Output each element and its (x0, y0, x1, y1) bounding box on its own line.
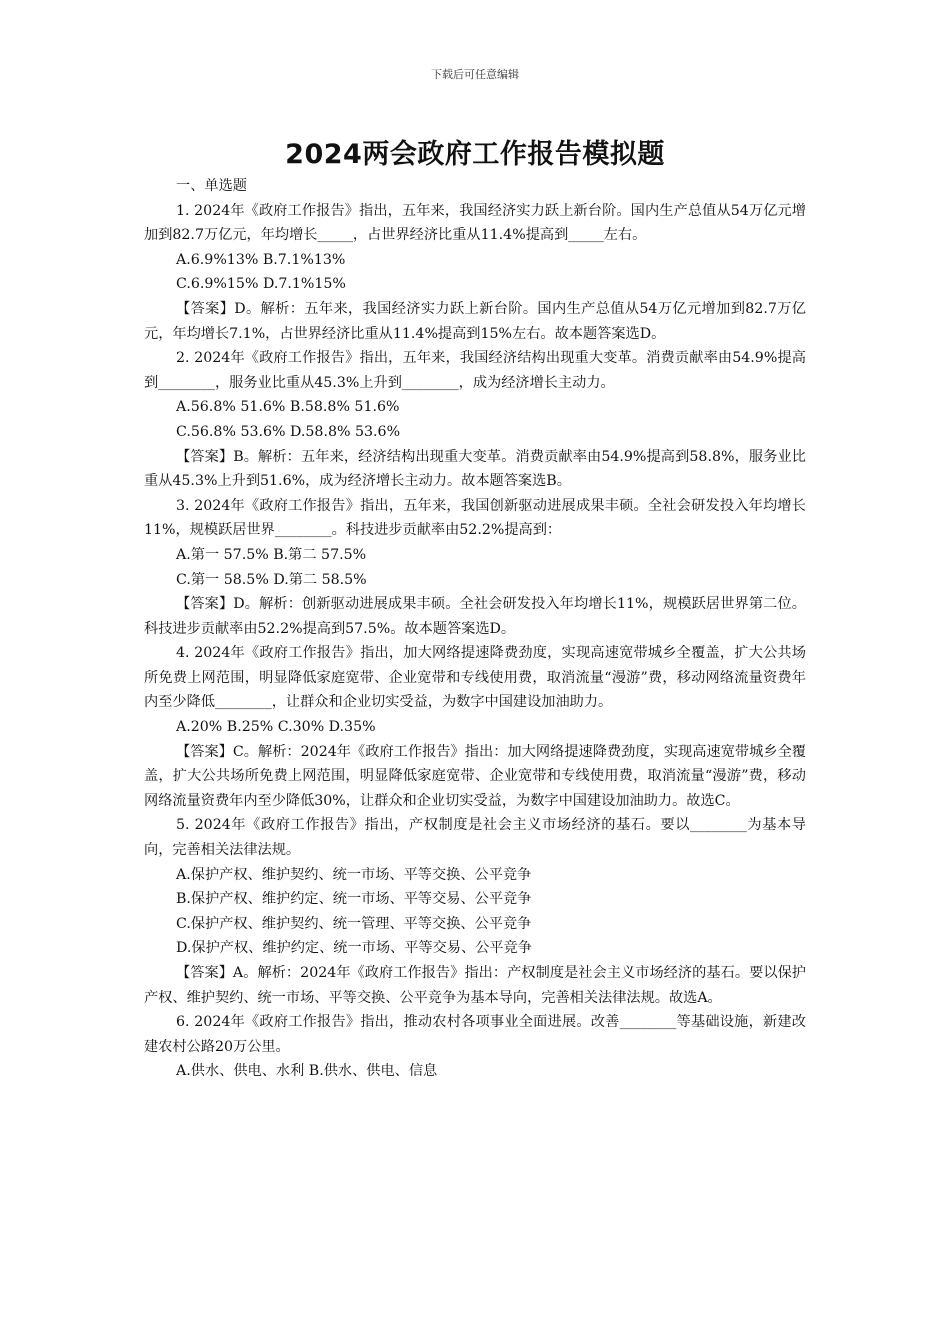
question-5-stem: 5. 2024年《政府工作报告》指出，产权制度是社会主义市场经济的基石。要以________为基本导向，完善相关法律法规。 (144, 817, 806, 859)
question-4-answer: 【答案】C。解析：2024年《政府工作报告》指出：加大网络提速降费劲度，实现高速宽带城乡全覆盖，扩大公共场所免费上网范围，明显降低家庭宽带、企业宽带和专线使用费，取消流量“漫游”费，移动网络流量资费年内至少降低30%，让群众和企业切实受益，为数字中国建设加油助力。故选C。 (144, 743, 806, 809)
question-1-options-row-1: A.6.9%13% B.7.1%13% (176, 251, 346, 268)
question-1-options-row-2: C.6.9%15% D.7.1%15% (176, 276, 346, 293)
question-6-options-row-1: A.供水、供电、水利 B.供水、供电、信息 (176, 1063, 438, 1080)
document-body (144, 174, 806, 1084)
question-5-option-d: D.保护产权、维护约定、统一市场、平等交易、公平竞争 (176, 940, 532, 957)
question-2-options-row-2: C.56.8% 53.6% D.58.8% 53.6% (176, 423, 401, 440)
question-5-answer: 【答案】A。解析：2024年《政府工作报告》指出：产权制度是社会主义市场经济的基石。要以保护产权、维护契约、统一市场、平等交换、公平竞争为基本导向，完善相关法律法规。故选A。 (144, 965, 806, 1006)
question-1-stem: 1. 2024年《政府工作报告》指出，五年来，我国经济实力跃上新台阶。国内生产总值从54万亿元增加到82.7万亿元，年均增长_____，占世界经济比重从11.4%提高到_____左右。 (144, 202, 806, 244)
question-3-stem: 3. 2024年《政府工作报告》指出，五年来，我国创新驱动进展成果丰硕。全社会研发投入年均增长11%，规模跃居世界________。科技进步贡献率由52.2%提高到： (144, 497, 806, 539)
question-3-options-row-1: A.第一 57.5% B.第二 57.5% (176, 546, 367, 563)
section-heading: 一、单选题 (176, 178, 247, 194)
question-6-stem: 6. 2024年《政府工作报告》指出，推动农村各项事业全面进展。改善________等基础设施，新建改建农村公路20万公里。 (144, 1014, 806, 1055)
question-5-option-c: C.保护产权、维护契约、统一管理、平等交换、公平竞争 (176, 915, 532, 932)
question-2-stem: 2. 2024年《政府工作报告》指出，五年来，我国经济结构出现重大变革。消费贡献率由54.9%提高到________，服务业比重从45.3%上升到________，成为经济增长主动力。 (144, 350, 806, 391)
question-2-options-row-1: A.56.8% 51.6% B.58.8% 51.6% (176, 399, 400, 416)
question-4-stem: 4. 2024年《政府工作报告》指出，加大网络提速降费劲度，实现高速宽带城乡全覆盖，扩大公共场所免费上网范围，明显降低家庭宽带、企业宽带和专线使用费，取消流量“漫游”费，移动网络流量资费年内至少降低________，让群众和企业切实受益，为数字中国建设加油助力。 (144, 645, 806, 711)
question-2-answer: 【答案】B。解析：五年来，经济结构出现重大变革。消费贡献率由54.9%提高到58.8%，服务业比重从45.3%上升到51.6%，成为经济增长主动力。故本题答案选B。 (144, 448, 806, 490)
header-note: 下载后可任意编辑 (431, 68, 519, 81)
question-3-options-row-2: C.第一 58.5% D.第二 58.5% (176, 571, 367, 588)
question-4-options-row-1: A.20% B.25% C.30% D.35% (176, 719, 376, 736)
page-title: 2024两会政府工作报告模拟题 (285, 139, 665, 170)
question-5-option-a: A.保护产权、维护契约、统一市场、平等交换、公平竞争 (176, 866, 532, 883)
question-1-answer: 【答案】D。解析：五年来，我国经济实力跃上新台阶。国内生产总值从54万亿元增加到82.7万亿元，年均增长7.1%，占世界经济比重从11.4%提高到15%左右。故本题答案选D。 (144, 300, 806, 342)
question-5-option-b: B.保护产权、维护约定、统一市场、平等交易、公平竞争 (176, 891, 532, 908)
question-3-answer: 【答案】D。解析：创新驱动进展成果丰硕。全社会研发投入年均增长11%，规模跃居世界第二位。科技进步贡献率由52.2%提高到57.5%。故本题答案选D。 (144, 596, 806, 637)
